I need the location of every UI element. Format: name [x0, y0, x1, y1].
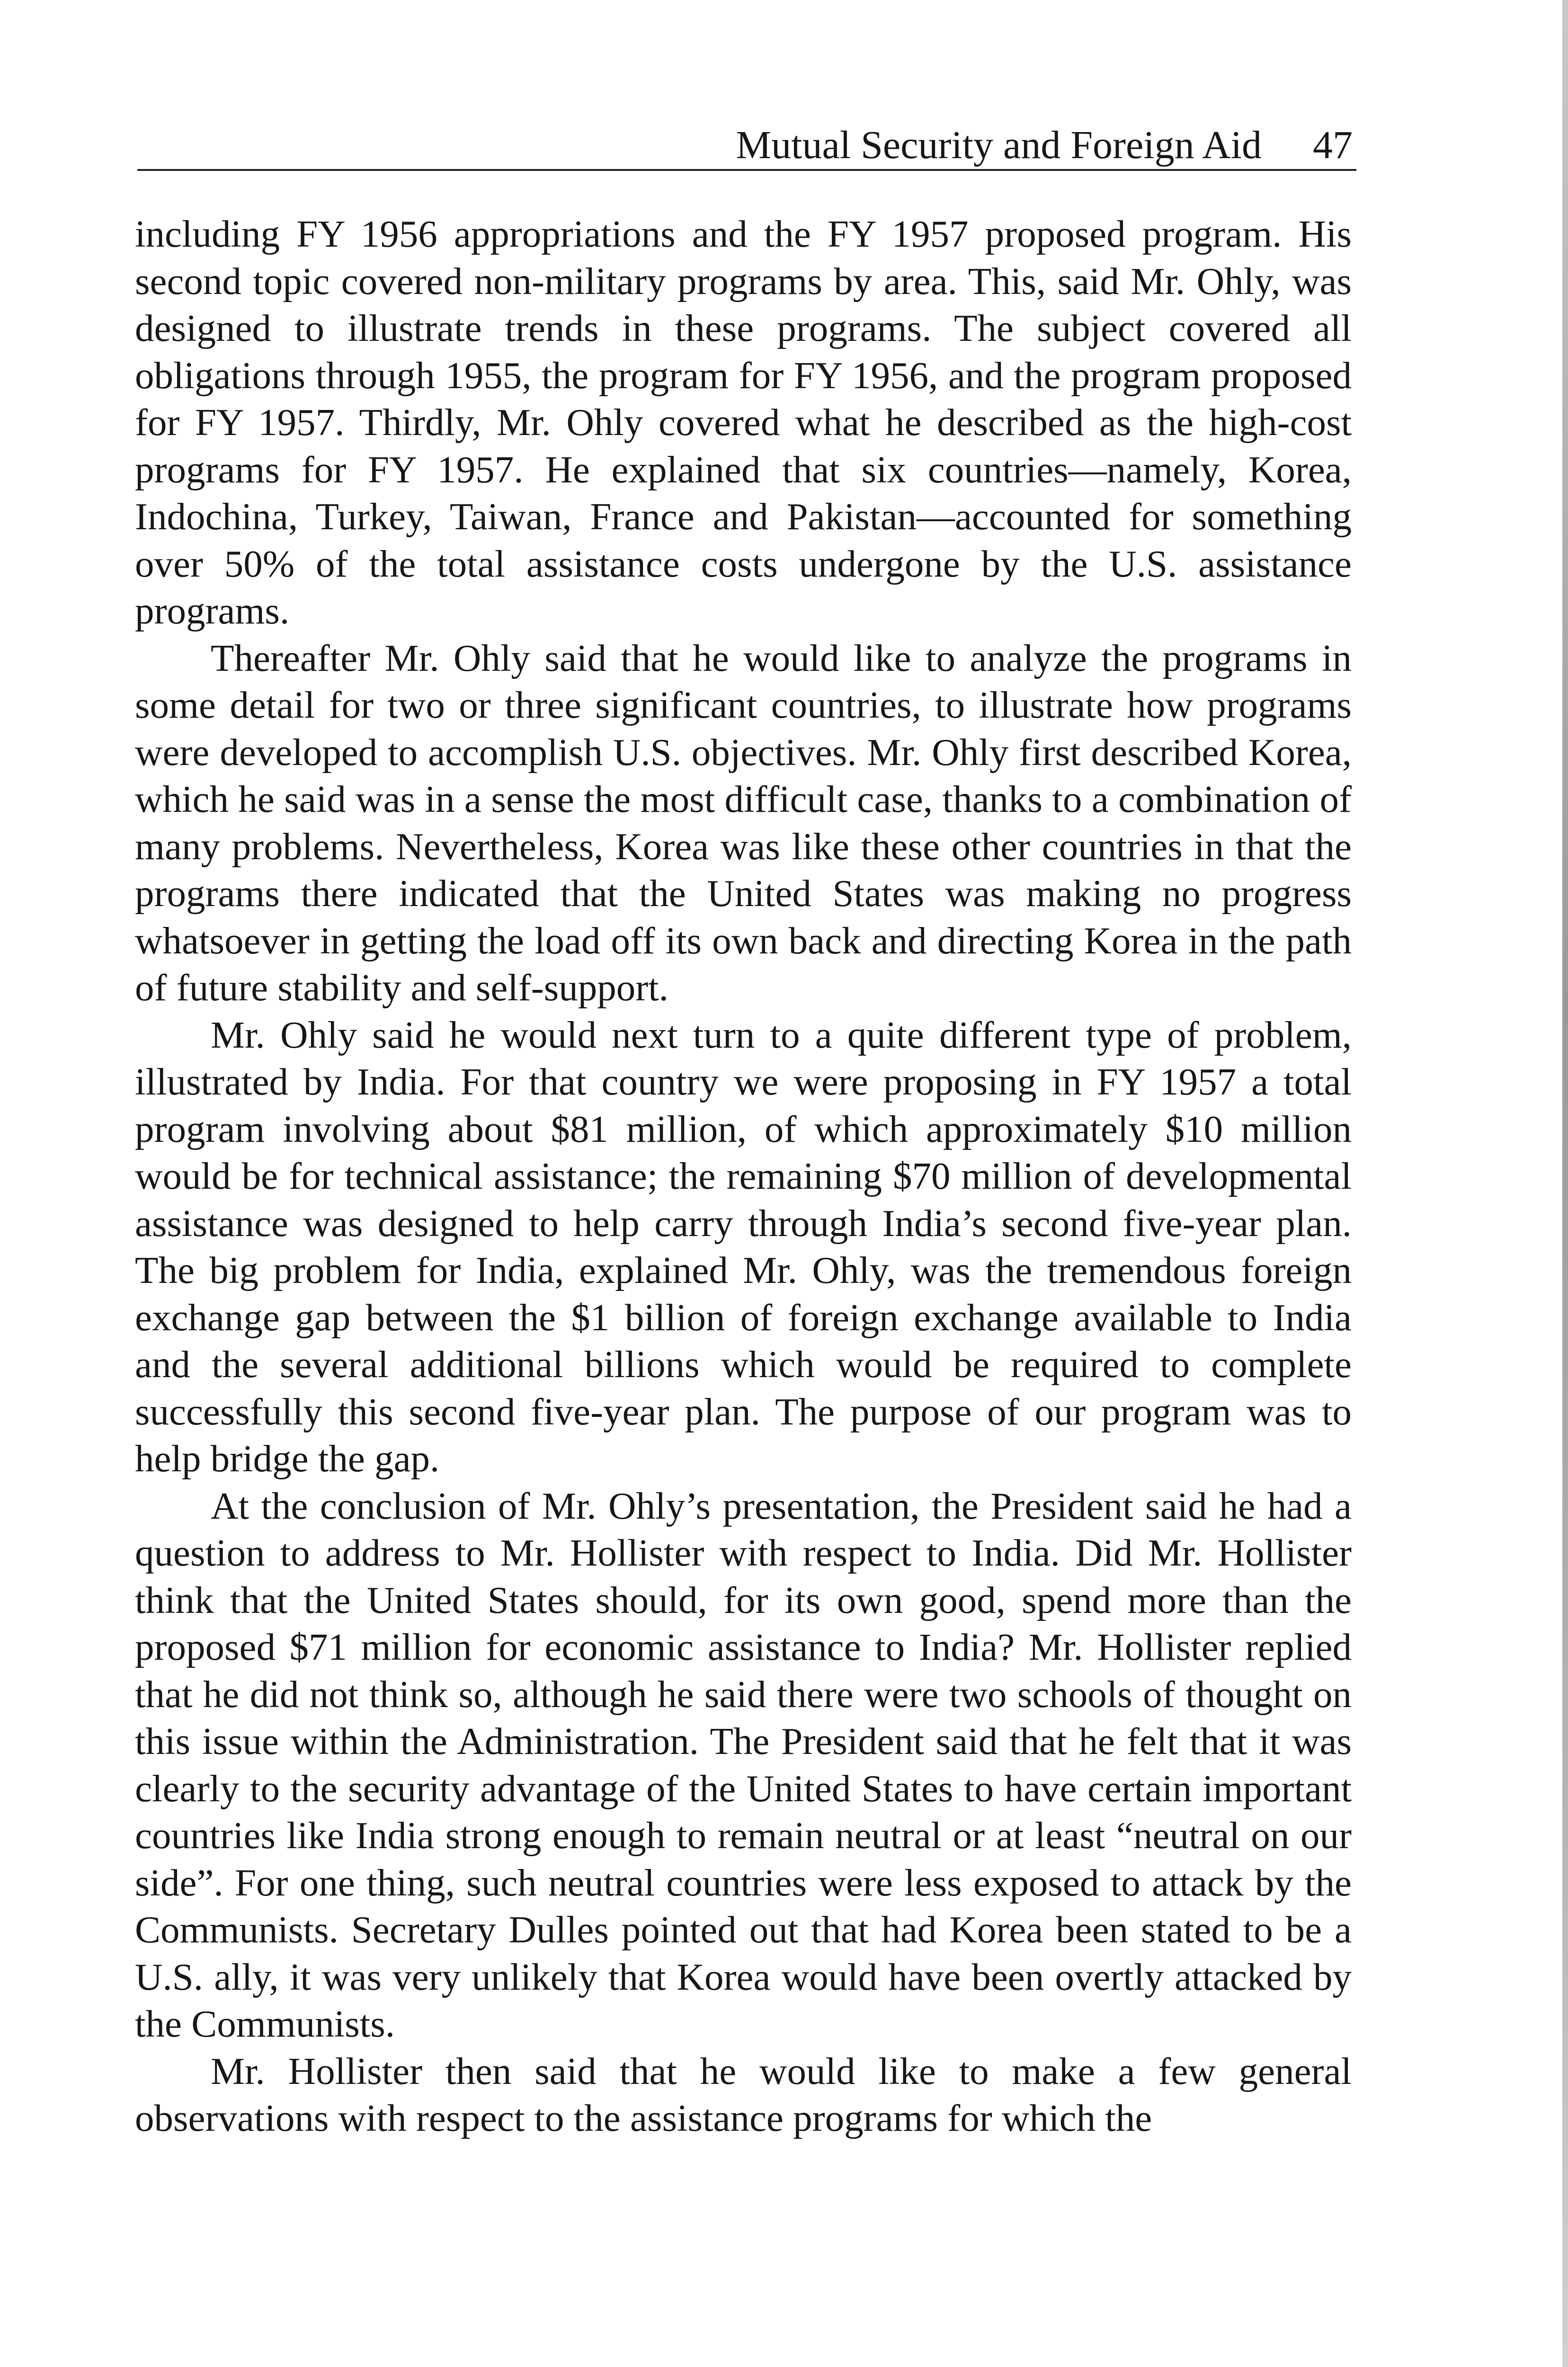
running-header — [137, 125, 1356, 171]
paragraph-5: Mr. Hollister then said that he would like to make a few general observations with respect to the assistance programs for which the — [135, 2049, 1352, 2139]
paragraph-3: Mr. Ohly said he would next turn to a quite different type of problem, illustrated by India. For that country we were proposing in FY 1957 a total program involving about $81 million, of which approximately $10 million would be for technical assistance; the remaining $70 million of developmental assistance was designed to help carry through India’s second five-year plan. The big problem for India, explained Mr. Ohly, was the tremendous foreign exchange gap between the $1 billion of foreign exchange available to India and the several additional billions which would be required to complete successfully this second five-year plan. The purpose of our program was to help bridge the gap. — [135, 1013, 1352, 1480]
paragraph-2: Thereafter Mr. Ohly said that he would like to analyze the programs in some detail for two or three significant countries, to illustrate how programs were developed to accomplish U.S. objectives. Mr. Ohly first described Korea, which he said was in a sense the most difficult case, thanks to a combination of many problems. Nevertheless, Korea was like these other countries in that the programs there indicated that the United States was making no progress whatsoever in getting the load off its own back and directing Korea in the path of future stability and self-support. — [135, 636, 1352, 1009]
paragraph-4: At the conclusion of Mr. Ohly’s presentation, the President said he had a question to address to Mr. Hollister with respect to India. Did Mr. Hollister think that the United States should, for its own good, spend more than the proposed $71 million for economic assistance to India? Mr. Hollister replied that he did not think so, although he said there were two schools of thought on this issue within the Administration. The President said that he felt that it was clearly to the security advantage of the United States to have certain important countries like India strong enough to remain neutral or at least “neutral on our side”. For one thing, such neutral countries were less exposed to attack by the Communists. Secretary Dulles pointed out that had Korea been stated to be a U.S. ally, it was very unlikely that Korea would have been overtly attacked by the Communists. — [135, 1484, 1352, 2045]
body-text — [135, 211, 1352, 2142]
page-number: 47 — [1313, 123, 1353, 167]
page-edge — [1562, 0, 1568, 2367]
paragraph-1: including FY 1956 appropriations and the FY 1957 proposed program. His second topic covered non-military programs by area. This, said Mr. Ohly, was designed to illustrate trends in these programs. The subject covered all obligations through 1955, the program for FY 1956, and the program proposed for FY 1957. Thirdly, Mr. Ohly covered what he described as the high-cost programs for FY 1957. He explained that six countries—namely, Korea, Indochina, Turkey, Taiwan, France and Pakistan—accounted for something over 50% of the total assistance costs undergone by the U.S. assistance programs. — [135, 213, 1352, 632]
running-title: Mutual Security and Foreign Aid — [736, 123, 1262, 167]
